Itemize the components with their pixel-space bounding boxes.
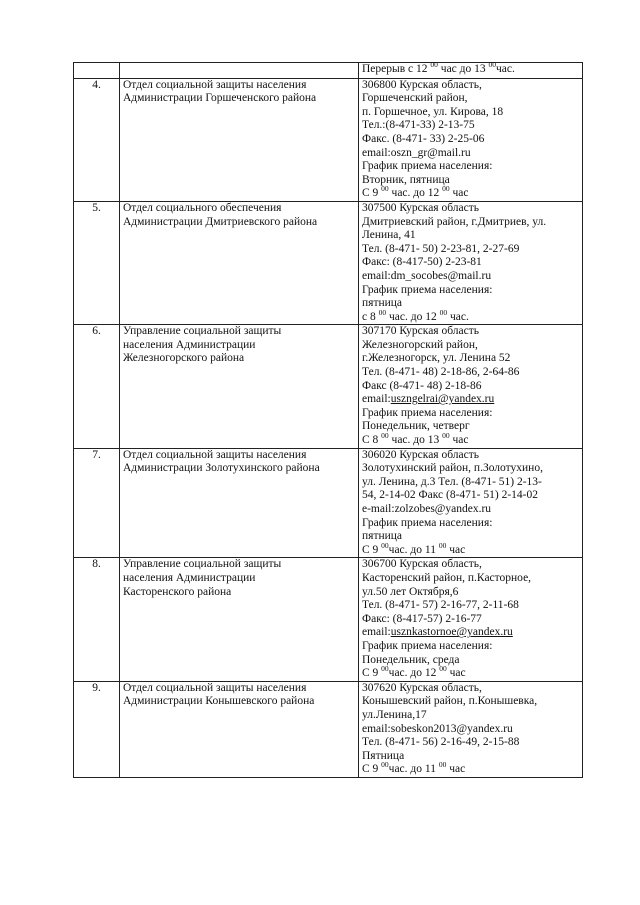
schedule-hours: С 9 $^{00}$час. до 12 $^{00}$ час [362,664,466,680]
address-line: 306700 Курская область, [362,558,482,571]
address-line: 307620 Курская область, [362,681,482,694]
schedule-days: Понедельник, четверг [362,420,470,433]
row-number: 4. [74,78,120,201]
address-line: Касторенский район, п.Касторное, [362,571,532,584]
break-time: Перерыв с 12 $^{00}$ час до 13 $^{00}$час. [362,60,515,75]
address-line: ул. Ленина, д.3 Тел. (8-471- 51) 2-13- [362,475,542,488]
fax-line: Факс: (8-417-57) 2-16-77 [362,612,482,625]
phone-line: Тел. (8-471- 50) 2-23-81, 2-27-69 [362,242,520,255]
contact-info [359,558,583,681]
table-row [74,325,583,448]
email-line[interactable]: email:dm_socobes@mail.ru [362,269,492,282]
contact-cell [359,60,583,79]
row-number: 9. [74,681,120,777]
schedule-heading: График приема населения: [362,283,493,296]
schedule-heading: График приема населения: [362,160,493,173]
organization-name: Отдел социального обеспечения Администрации Дмитриевского района [120,201,359,324]
schedule-hours: С 9 $^{00}$час. до 11 $^{00}$ час [362,760,466,776]
row-number: 6. [74,325,120,448]
agencies-table [73,62,583,778]
address-line: Конышевский район, п.Конышевка, [362,695,538,708]
email-line: email:uszngelrai@yandex.ru [362,393,495,406]
schedule-days: Пятница [362,749,405,762]
address-line: ул.Ленина,17 [362,708,427,721]
address-line: 306020 Курская область [362,448,479,461]
organization-name: Управление социальной защиты населения Администрации Касторенского района [120,558,359,681]
schedule-heading: График приема населения: [362,639,493,652]
schedule-days: Вторник, пятница [362,173,450,186]
number-cell [74,63,120,79]
contact-info [359,78,583,201]
table-row [74,681,583,777]
organization-name: Отдел социальной защиты населения Администрации Горшеченского района [120,78,359,201]
schedule-days: пятница [362,297,403,310]
phone-line: 54, 2-14-02 Факс (8-471- 51) 2-14-02 [362,489,538,502]
organization-name: Управление социальной защиты населения Администрации Железногорского района [120,325,359,448]
address-line: Железногорский район, [362,338,478,351]
address-line: г.Железногорск, ул. Ленина 52 [362,352,511,365]
address-line: п. Горшечное, ул. Кирова, 18 [362,105,504,118]
phone-line: Тел. (8-471- 56) 2-16-49, 2-15-88 [362,736,520,749]
table-row [74,201,583,324]
email-line[interactable]: e-mail:zolzobes@yandex.ru [362,503,492,515]
row-number: 7. [74,448,120,558]
table-row [74,448,583,558]
email-line[interactable]: email:oszn_gr@mail.ru [362,146,471,159]
schedule-heading: График приема населения: [362,406,493,419]
phone-line: Тел.:(8-471-33) 2-13-75 [362,119,475,132]
email-line: email:usznkastornoe@yandex.ru [362,626,513,639]
schedule-hours: с 8 $^{00}$ час. до 12 $^{00}$ час. [362,307,469,323]
row-number: 5. [74,201,120,324]
contact-info [359,325,583,448]
phone-line: Тел. (8-471- 48) 2-18-86, 2-64-86 [362,366,520,379]
schedule-hours: С 9 $^{00}$час. до 11 $^{00}$ час [362,540,466,556]
table-row [74,558,583,681]
email-line[interactable]: email:sobeskon2013@yandex.ru [362,722,513,735]
row-number: 8. [74,558,120,681]
schedule-days: пятница [362,530,403,543]
address-line: Золотухинский район, п.Золотухино, [362,462,543,475]
address-line: Горшеченский район, [362,92,468,105]
schedule-hours: С 8 $^{00}$ час. до 13 $^{00}$ час [362,431,469,447]
fax-line: Факс. (8-471- 33) 2-25-06 [362,132,485,145]
address-line: ул.50 лет Октября,6 [362,585,459,598]
organization-name: Отдел социальной защиты населения Администрации Золотухинского района [120,448,359,558]
email-link[interactable]: usznkastornoe@yandex.ru [390,626,513,639]
table-row [74,78,583,201]
fax-line: Факс (8-471- 48) 2-18-86 [362,379,482,392]
contact-info [359,201,583,324]
organization-cell [120,63,359,79]
address-line: 306800 Курская область, [362,78,482,91]
address-line: 307500 Курская область [362,201,479,214]
table-row-continuation [74,63,583,79]
fax-line: Факс: (8-417-50) 2-23-81 [362,256,482,269]
address-line: 307170 Курская область [362,325,479,338]
address-line: Ленина, 41 [362,229,416,242]
address-line: Дмитриевский район, г.Дмитриев, ул. [362,215,547,228]
schedule-days: Понедельник, среда [362,653,460,666]
email-link[interactable]: uszngelrai@yandex.ru [390,393,495,406]
schedule-hours: С 9 $^{00}$ час. до 12 $^{00}$ час [362,184,469,200]
organization-name: Отдел социальной защиты населения Администрации Конышевского района [120,681,359,777]
schedule-heading: График приема населения: [362,516,493,529]
contact-info [359,448,583,558]
phone-line: Тел. (8-471- 57) 2-16-77, 2-11-68 [362,599,519,612]
contact-info [359,681,583,777]
